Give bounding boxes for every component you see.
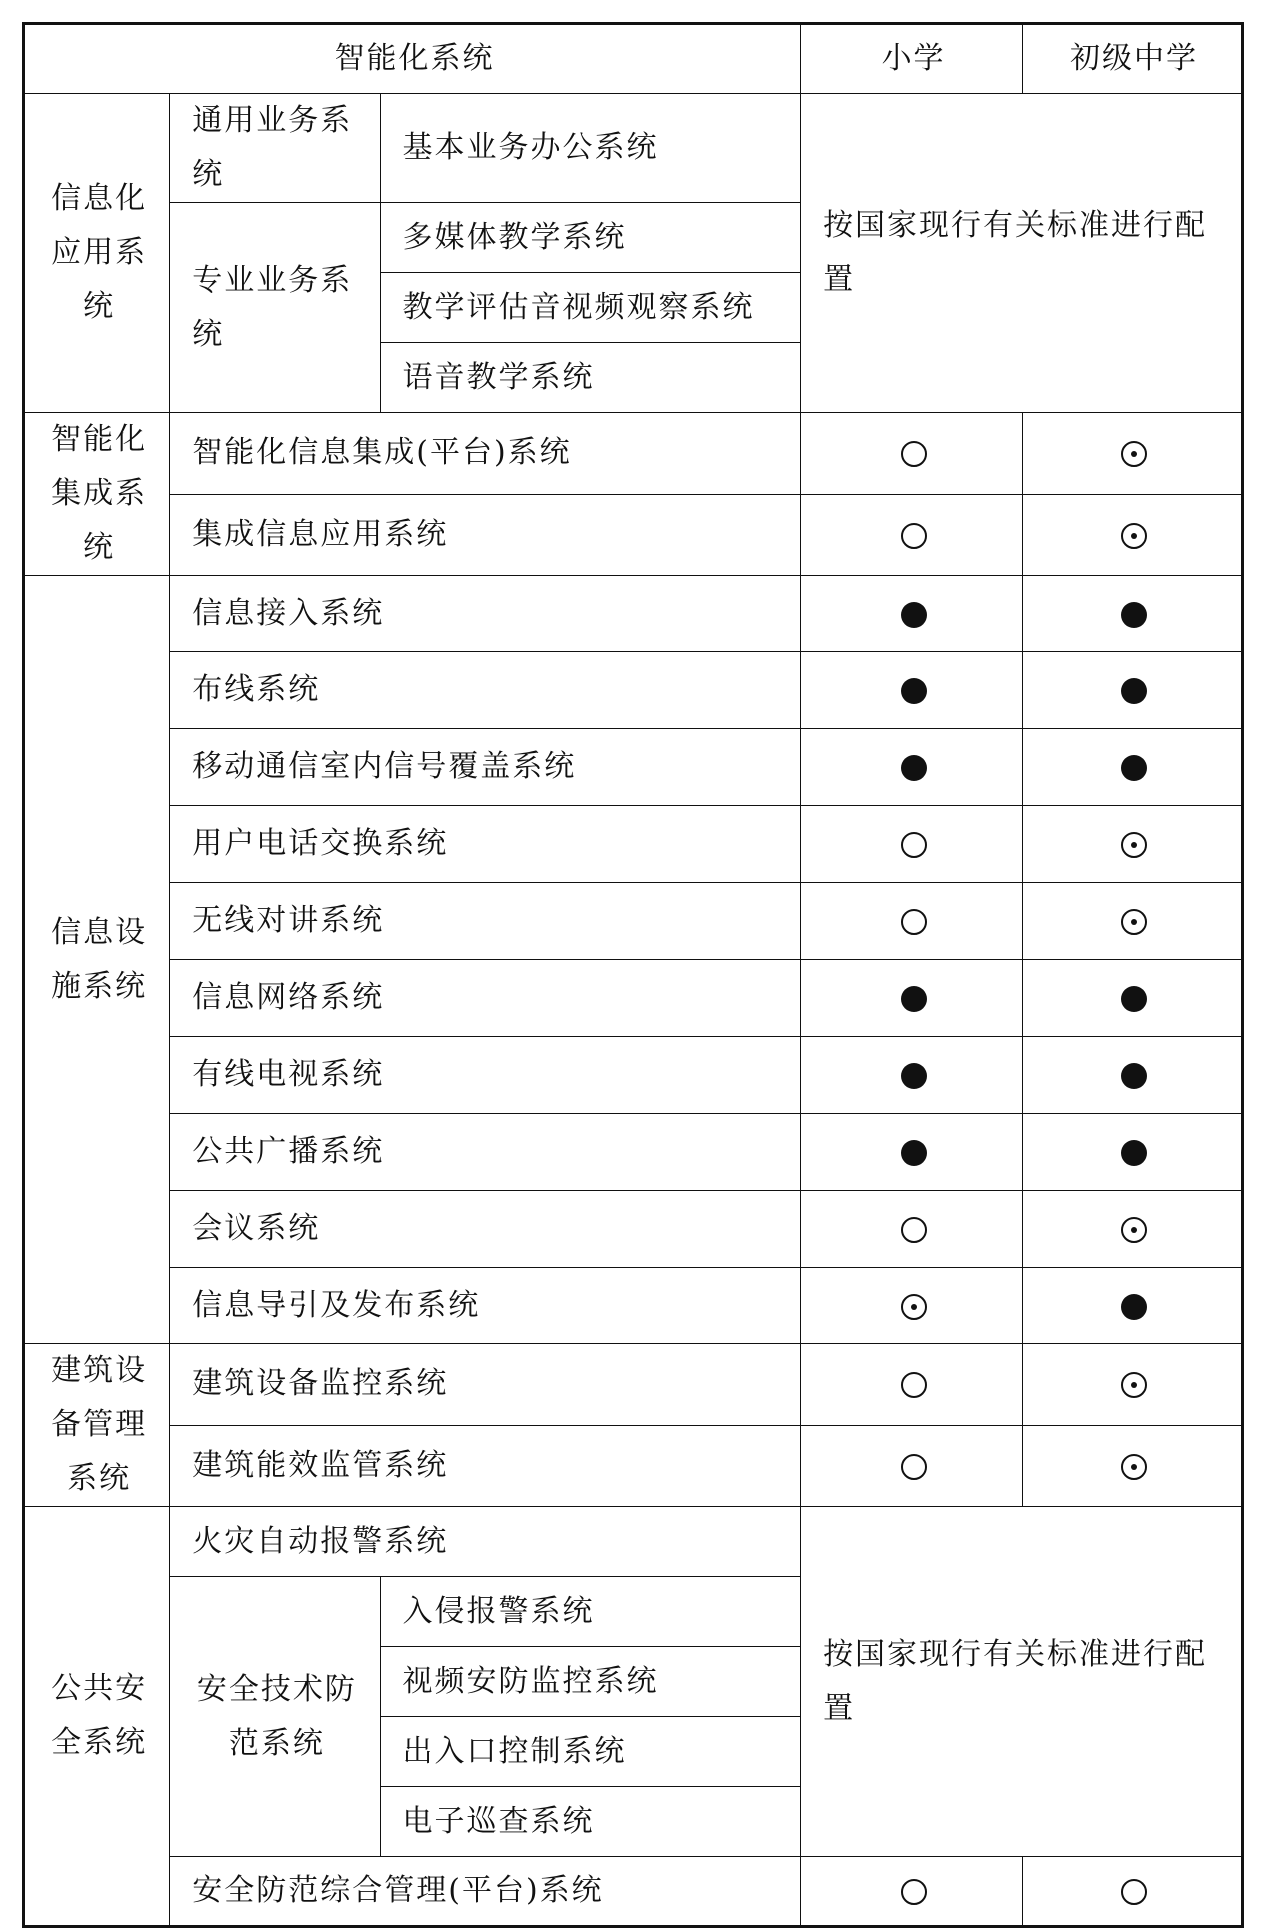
subgroup-general-business: 通用业务系统 [170,94,380,203]
mark-primary [801,413,1023,495]
table-row [24,729,1243,806]
item-intrusion-alarm: 入侵报警系统 [380,1577,801,1647]
group-info-facility: 信息设施系统 [24,576,170,1344]
mark-junior [1023,1268,1243,1344]
header-primary-school: 小学 [801,24,1023,94]
mark-primary [801,1344,1023,1426]
table-row [24,806,1243,883]
requirement-mark [901,986,927,1012]
requirement-mark [1121,1879,1147,1905]
item-public-broadcast: 公共广播系统 [170,1114,801,1191]
mark-junior [1023,652,1243,729]
mark-junior [1023,1037,1243,1114]
table-row [24,1425,1243,1507]
requirement-mark [901,1140,927,1166]
mark-primary [801,494,1023,576]
requirement-mark [901,441,927,467]
requirement-mark [1121,441,1147,467]
item-cabling: 布线系统 [170,652,801,729]
group-info-app: 信息化应用系统 [24,94,170,413]
requirement-mark [1121,832,1147,858]
table-row [24,413,1243,495]
item-info-access: 信息接入系统 [170,576,801,652]
table-row [24,1507,1243,1577]
requirement-mark [1121,523,1147,549]
requirement-mark [901,1063,927,1089]
smart-system-configuration-table [22,22,1244,1928]
mark-primary [801,1114,1023,1191]
mark-primary [801,1857,1023,1927]
mark-primary [801,576,1023,652]
header-row [24,24,1243,94]
mark-primary [801,729,1023,806]
table-row [24,960,1243,1037]
requirement-mark [901,1294,927,1320]
item-av-observation: 教学评估音视频观察系统 [380,273,801,343]
mark-primary [801,1425,1023,1507]
mark-junior [1023,729,1243,806]
requirement-mark [1121,1063,1147,1089]
requirement-mark [901,523,927,549]
item-conference: 会议系统 [170,1191,801,1268]
mark-junior [1023,960,1243,1037]
mark-primary [801,806,1023,883]
requirement-mark [901,909,927,935]
mark-primary [801,1191,1023,1268]
requirement-mark [901,1372,927,1398]
item-integration-platform: 智能化信息集成(平台)系统 [170,413,801,495]
item-info-network: 信息网络系统 [170,960,801,1037]
requirement-mark [901,755,927,781]
subgroup-professional-business: 专业业务系统 [170,203,380,413]
requirement-mark [1121,678,1147,704]
requirement-mark [1121,755,1147,781]
requirement-mark [901,1217,927,1243]
item-telephone-exchange: 用户电话交换系统 [170,806,801,883]
item-guidance-release: 信息导引及发布系统 [170,1268,801,1344]
requirement-mark [1121,602,1147,628]
table-row [24,1344,1243,1426]
requirement-mark [901,602,927,628]
note-public-safety-config: 按国家现行有关标准进行配置 [801,1507,1243,1857]
item-access-control: 出入口控制系统 [380,1717,801,1787]
mark-junior [1023,883,1243,960]
table-row [24,1037,1243,1114]
requirement-mark [1121,909,1147,935]
item-cable-tv: 有线电视系统 [170,1037,801,1114]
mark-junior [1023,494,1243,576]
requirement-mark [901,678,927,704]
item-security-mgmt: 安全防范综合管理(平台)系统 [170,1857,801,1927]
mark-primary [801,1268,1023,1344]
mark-junior [1023,413,1243,495]
item-indoor-coverage: 移动通信室内信号覆盖系统 [170,729,801,806]
mark-junior [1023,1191,1243,1268]
table-row [24,1191,1243,1268]
note-info-app-config: 按国家现行有关标准进行配置 [801,94,1243,413]
header-junior-middle-school: 初级中学 [1023,24,1243,94]
table-row [24,94,1243,203]
table-row [24,576,1243,652]
table-row [24,652,1243,729]
mark-junior [1023,576,1243,652]
group-building-mgmt: 建筑设备管理系统 [24,1344,170,1507]
item-guard-tour: 电子巡查系统 [380,1787,801,1857]
mark-primary [801,883,1023,960]
requirement-mark [1121,1140,1147,1166]
mark-junior [1023,806,1243,883]
requirement-mark [1121,1454,1147,1480]
item-wireless-intercom: 无线对讲系统 [170,883,801,960]
mark-junior [1023,1857,1243,1927]
requirement-mark [1121,1217,1147,1243]
group-public-safety: 公共安全系统 [24,1507,170,1927]
table-row [24,883,1243,960]
requirement-mark [1121,1294,1147,1320]
mark-primary [801,1037,1023,1114]
item-bas-monitoring: 建筑设备监控系统 [170,1344,801,1426]
item-energy-monitoring: 建筑能效监管系统 [170,1425,801,1507]
mark-primary [801,652,1023,729]
table-row [24,1268,1243,1344]
requirement-mark [1121,1372,1147,1398]
mark-junior [1023,1344,1243,1426]
mark-junior [1023,1425,1243,1507]
item-multimedia-teaching: 多媒体教学系统 [380,203,801,273]
item-basic-office: 基本业务办公系统 [380,94,801,203]
subgroup-security-tech: 安全技术防范系统 [170,1577,380,1857]
mark-junior [1023,1114,1243,1191]
requirement-mark [901,1879,927,1905]
item-language-teaching: 语音教学系统 [380,343,801,413]
header-system: 智能化系统 [24,24,801,94]
table-row [24,494,1243,576]
item-video-surveillance: 视频安防监控系统 [380,1647,801,1717]
requirement-mark [901,832,927,858]
table-row [24,1857,1243,1927]
requirement-mark [1121,986,1147,1012]
table-row [24,1114,1243,1191]
item-fire-alarm: 火灾自动报警系统 [170,1507,801,1577]
group-integration: 智能化集成系统 [24,413,170,576]
requirement-mark [901,1454,927,1480]
mark-primary [801,960,1023,1037]
item-integrated-info-app: 集成信息应用系统 [170,494,801,576]
